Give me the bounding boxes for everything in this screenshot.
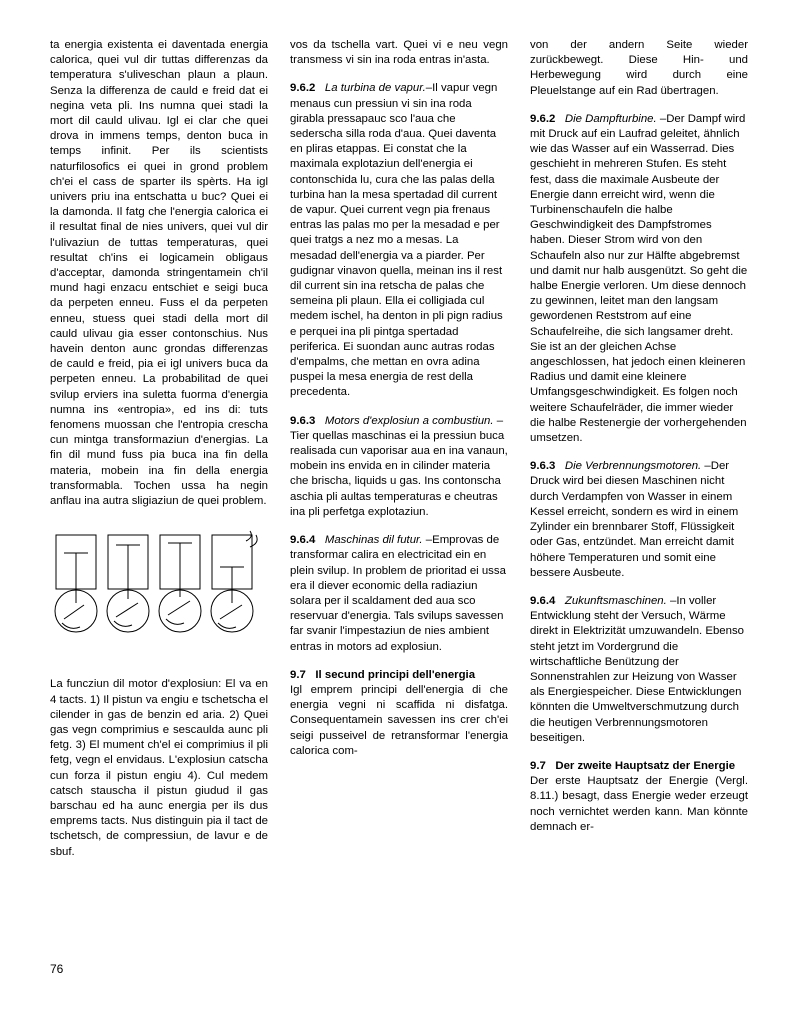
column-right [530, 38, 748, 835]
paragraph: Der erste Hauptsatz der Energie (Vergl. 8.11.) besagt, dass Energie weder erzeugt noch vernichtet werden kann. Man könnte demnach er- [530, 775, 748, 833]
section-number: 9.7 [290, 668, 306, 681]
section-dash: – [425, 534, 433, 547]
section-number: 9.6.4 [290, 534, 316, 547]
three-column-layout [50, 38, 760, 860]
paragraph: Igl emprem principi dell'energia di che energia vegni ni scaffida ni disfatga. Consequentamein savessen ins crer ch'ei seigi pusseivel de retransformar l'energia calorica com- [290, 683, 508, 757]
section-heading-9-6-2-rm [290, 81, 508, 400]
section-title: Die Verbrennungsmotoren. [564, 460, 702, 473]
section-heading-9-7-rm [290, 668, 508, 683]
column-middle [290, 38, 508, 759]
section-number: 9.6.4 [530, 594, 556, 607]
section-title: Il secund principi dell'energia [315, 668, 476, 681]
column-left [50, 38, 268, 860]
paragraph: vos da tschella vart. Quei vi e neu vegn transmess vi sin ina roda entras in'asta. [290, 39, 508, 67]
section-heading-9-7-de [530, 759, 748, 774]
section-heading-9-6-3-rm [290, 414, 508, 520]
section-dash: – [496, 414, 504, 427]
section-title: Motors d'explosiun a combustiun. [324, 414, 494, 427]
section-title: Der zweite Hauptsatz der Energie [555, 759, 736, 772]
section-dash: – [704, 460, 711, 473]
section-dash: – [659, 112, 667, 125]
section-body: In voller Entwicklung steht der Versuch, Wärme direkt in Elektrizität umzuwandeln. Ebenso steht jetzt im Vordergrund die wirtschaftliche Benützung der Sonnenstrahlen zur Heizung von Wasser als Energiespeicher. Diese Entwicklungen könnten die Umweltverschmutzung durch die heutigen Verbrennungsmotoren beseitigen. [530, 594, 744, 744]
section-body: Tier quellas maschinas ei la pressiun buca realisada cun vaporisar aua en ina vanaun, mobein ins envida en in cilinder materia che brischa, liquids u gas. Ins contonscha aschia pli aultas temperaturas e cheutras ina pli perfetga explotaziun. [290, 429, 508, 518]
page-number: 76 [50, 962, 64, 976]
section-body: Der Druck wird bei diesen Maschinen nicht durch Verdampfen von Wasser in einem Kessel erreicht, sondern es wird in einem Zylinder ein brennbarer Stoff, Flüssigkeit oder Gas, entzündet. Man erreicht damit höhere Temperaturen und somit eine bessere Ausbeute. [530, 460, 739, 579]
section-heading-9-6-3-de [530, 459, 748, 581]
section-body: Der Dampf wird mit Druck auf ein Laufrad geleitet, ähnlich wie das Wasser auf ein Wasserrad. Dies geschieht in mehreren Stufen. Es steht fest, dass die maximale Ausbeute der Energie dann erreicht wird, wenn die Turbinenschaufeln die halbe Geschwindigkeit des Dampfstromes haben. Dieser Strom wird von den Schaufeln also nur zur Hälfte abgebremst und damit nur halb ausgenützt. So geht die halbe Energie verloren. Um diese dennoch zu gewinnen, leitet man den langsam gewordenen Reststrom auf eine Schaufelreihe, die sich langsamer dreht. Sie ist an der gleichen Achse angeschlossen, hat jedoch einen kleineren Radius und damit eine kleinere Umfangsgeschwindigkeit. Es folgen noch weitere Schaufelräder, die immer wieder die halbe Restenergie der vorhergehenden umsetzen. [530, 112, 748, 445]
section-title: Die Dampfturbine. [564, 112, 657, 125]
section-heading-9-6-4-rm [290, 533, 508, 655]
four-stroke-engine-diagram [50, 523, 268, 671]
section-number: 9.6.2 [530, 112, 556, 125]
section-title: Zukunftsmaschinen. [564, 594, 667, 607]
paragraph: ta energia existenta ei daventada energia calorica, quei vul dir tuttas differenzas da temperatura s'uliveschan plaun a plaun. Senza la differenza de cauld e freid dat ei negina veta pli. Ins numna quei stadi la mort dil cauld ulivau. Igl ei clar che quei drova in immens temps, denton buca in temps infinit. Per ils scientists naturfilosofics ei quei in grond problem ch'ei el cass de sparter ils spèrts. Ha igl univers priu ina entschatta u buc? Quei ei la damonda. Il fatg che l'energia calorica ei il resultat final de nies univers, quei vul dir l'ulivaziun de tuttas temperaturas, quei resultat ch'ins ei logicamein obligaus d'acceptar, damonda stringentamein ch'il mund hagi enzacu entschiet e seigi buca da perpeten enneu. Fuss el da perpeten enneu, stuess quei stadi della mort dil cauld ulivau gia esser contonschius. Nus havein denton aunc grondas differenzas de cauld e freid, pia ei igl univers buca da perpeten enneu. La probabilitad de quei svilup erviers ina suletta fuorma d'energia numna ins «entropia», ed ins di: tuts fenomens muossan che l'entropia crescha cun mintga transformaziun d'energias. La fin dil mund fuss pia buca ina fin della materia, mobein ina fin della energia transformabla. Tochen ussa ha negin anflau ina autra sligiaziun de quei problem. [50, 39, 268, 508]
section-body: Il vapur vegn menaus cun pressiun vi sin ina roda girabla pressapauc sco l'aua che sederscha silla roda d'aua. Quei daventa en pliras etappas. Ei constat che la maximala explotaziun dell'energia ei contonschida lu, cura che las palas della turbina han la mesa spertadad dil current de vapur. Quei current vegn pia frenaus entras las palas mo per la mesadad e per quei tratgs a nez mo a mesas. La mesadad dell'energia va a piarder. Per gudignar vinavon quella, meinan ins il rest dil current sin ina retscha de palas che semeina pli plaun. Ella ei colligiada cul medem ischel, ha denton in pli pign radius e perquei ina pli pintga spertadad periferica. Ei suondan aunc autras rodas d'empalms, che mettan en ovra adina puspei la mesa energia de rest della precedenta. [290, 82, 503, 399]
section-title: La turbina de vapur. [324, 82, 426, 95]
figure-caption: La funcziun dil motor d'explosiun: El va en 4 tacts. 1) Il pistun va engiu e tschetscha el cilender in gas de benzin ed aria. 2) Quei gas vegn comprimius e sescaulda aunc pli fetg. 3) El mument ch'el ei comprimius il pli fetg, vegn el envidaus. L'explosiun catscha cun forza il pistun engiu 4). Cul medem catsch stauscha il pistun giudud il gas barschau ed ha aunc energia per ils dus emprems tacts. Nus distinguin pia il tact de tschetsch, de compressiun, de lavur e de sbuf. [50, 678, 268, 858]
section-title: Maschinas dil futur. [324, 534, 423, 547]
section-heading-9-6-4-de [530, 594, 748, 746]
section-dash: – [425, 82, 433, 95]
section-number: 9.6.3 [290, 414, 316, 427]
section-number: 9.6.3 [530, 460, 556, 473]
section-dash: – [669, 594, 677, 607]
paragraph: von der andern Seite wieder zurückbewegt. Diese Hin- und Herbewegung wird durch eine Pleuelstange auf ein Rad übertragen. [530, 39, 748, 97]
section-number: 9.6.2 [290, 82, 316, 95]
section-body: Emprovas de transformar calira en electricitad ein en plein svilup. In problem de prioritad ei ussa era il diever economic della radiaziun solara per il scaldament ded aua sco reservuar d'energia. Tals svilups savessen far svanir l'impestaziun de nies ambient entras in motors ad explosiun. [290, 534, 506, 653]
section-heading-9-6-2-de [530, 112, 748, 446]
section-number: 9.7 [530, 759, 546, 772]
